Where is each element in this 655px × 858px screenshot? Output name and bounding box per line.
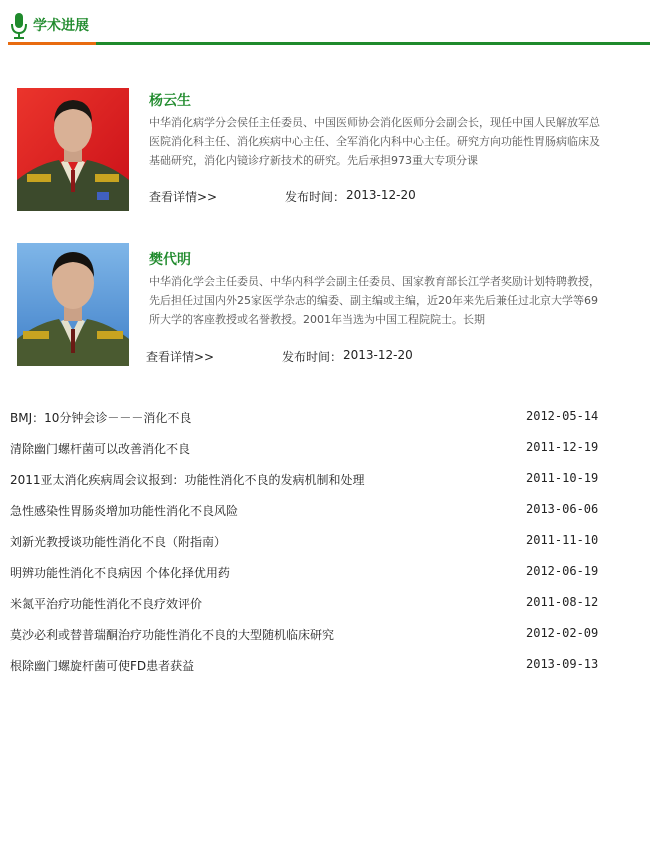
- list-item: [10, 591, 600, 622]
- news-date: 2011-12-19: [526, 440, 599, 454]
- news-title-link[interactable]: 米氮平治疗功能性消化不良疗效评价: [10, 597, 203, 611]
- view-details-link[interactable]: 查看详情>>: [149, 190, 218, 204]
- published-date: 2013-12-20: [343, 348, 413, 362]
- news-date: 2012-02-09: [526, 626, 599, 640]
- section-header: [8, 8, 650, 46]
- list-item: [10, 467, 600, 498]
- expert-photo[interactable]: [17, 88, 129, 211]
- news-title-link[interactable]: 清除幽门螺杆菌可以改善消化不良: [10, 442, 191, 456]
- expert-name[interactable]: 樊代明: [149, 252, 191, 268]
- list-item: [10, 498, 600, 529]
- expert-photo[interactable]: [17, 243, 129, 366]
- news-date: 2013-09-13: [526, 657, 599, 671]
- list-item: [10, 405, 600, 436]
- portrait-image: [17, 243, 129, 366]
- list-item: [10, 560, 600, 591]
- news-list: [10, 405, 600, 684]
- header-divider-accent: [8, 42, 96, 45]
- portrait-image: [17, 88, 129, 211]
- expert-bio: 中华消化病学分会侯任主任委员、中国医师协会消化医师分会副会长，现任中国人民解放军总医院消化科主任、消化疾病中心主任、全军消化内科中心主任。研究方向功能性胃肠病临床及基础研究，消化内镜诊疗新技术的研究。先后承担973重大专项分课: [149, 116, 600, 167]
- expert-bio: 中华消化学会主任委员、中华内科学会副主任委员、国家教育部长江学者奖励计划特聘教授，先后担任过国内外25家医学杂志的编委、副主编或主编，近20年来先后兼任过北京大学等69所大学的客座教授或名誉教授。2001年当选为中国工程院院士。长期: [149, 275, 600, 326]
- list-item: [10, 529, 600, 560]
- expert-name[interactable]: 杨云生: [149, 93, 191, 109]
- published-date: 2013-12-20: [346, 188, 416, 202]
- news-title-link[interactable]: 刘新光教授谈功能性消化不良（附指南）: [10, 535, 227, 549]
- news-title-link[interactable]: 2011亚太消化疾病周会议报到：功能性消化不良的发病机制和处理: [10, 473, 365, 487]
- list-item: [10, 436, 600, 467]
- news-date: 2013-06-06: [526, 502, 599, 516]
- published-label: 发布时间：: [282, 350, 343, 364]
- list-item: [10, 622, 600, 653]
- news-title-link[interactable]: 明辨功能性消化不良病因 个体化择优用药: [10, 566, 230, 580]
- microphone-icon: [10, 12, 28, 40]
- published-label: 发布时间：: [285, 190, 346, 204]
- news-date: 2012-06-19: [526, 564, 599, 578]
- section-title: 学术进展: [33, 18, 89, 34]
- news-date: 2011-08-12: [526, 595, 599, 609]
- news-title-link[interactable]: BMJ：10分钟会诊－－－消化不良: [10, 411, 192, 425]
- view-details-link[interactable]: 查看详情>>: [146, 350, 215, 364]
- news-title-link[interactable]: 莫沙必利或替普瑞酮治疗功能性消化不良的大型随机临床研究: [10, 628, 335, 642]
- news-date: 2011-11-10: [526, 533, 599, 547]
- header-divider: [96, 42, 650, 45]
- news-date: 2012-05-14: [526, 409, 599, 423]
- news-date: 2011-10-19: [526, 471, 599, 485]
- news-title-link[interactable]: 急性感染性胃肠炎增加功能性消化不良风险: [10, 504, 239, 518]
- news-title-link[interactable]: 根除幽门螺旋杆菌可使FD患者获益: [10, 659, 195, 673]
- list-item: [10, 653, 600, 684]
